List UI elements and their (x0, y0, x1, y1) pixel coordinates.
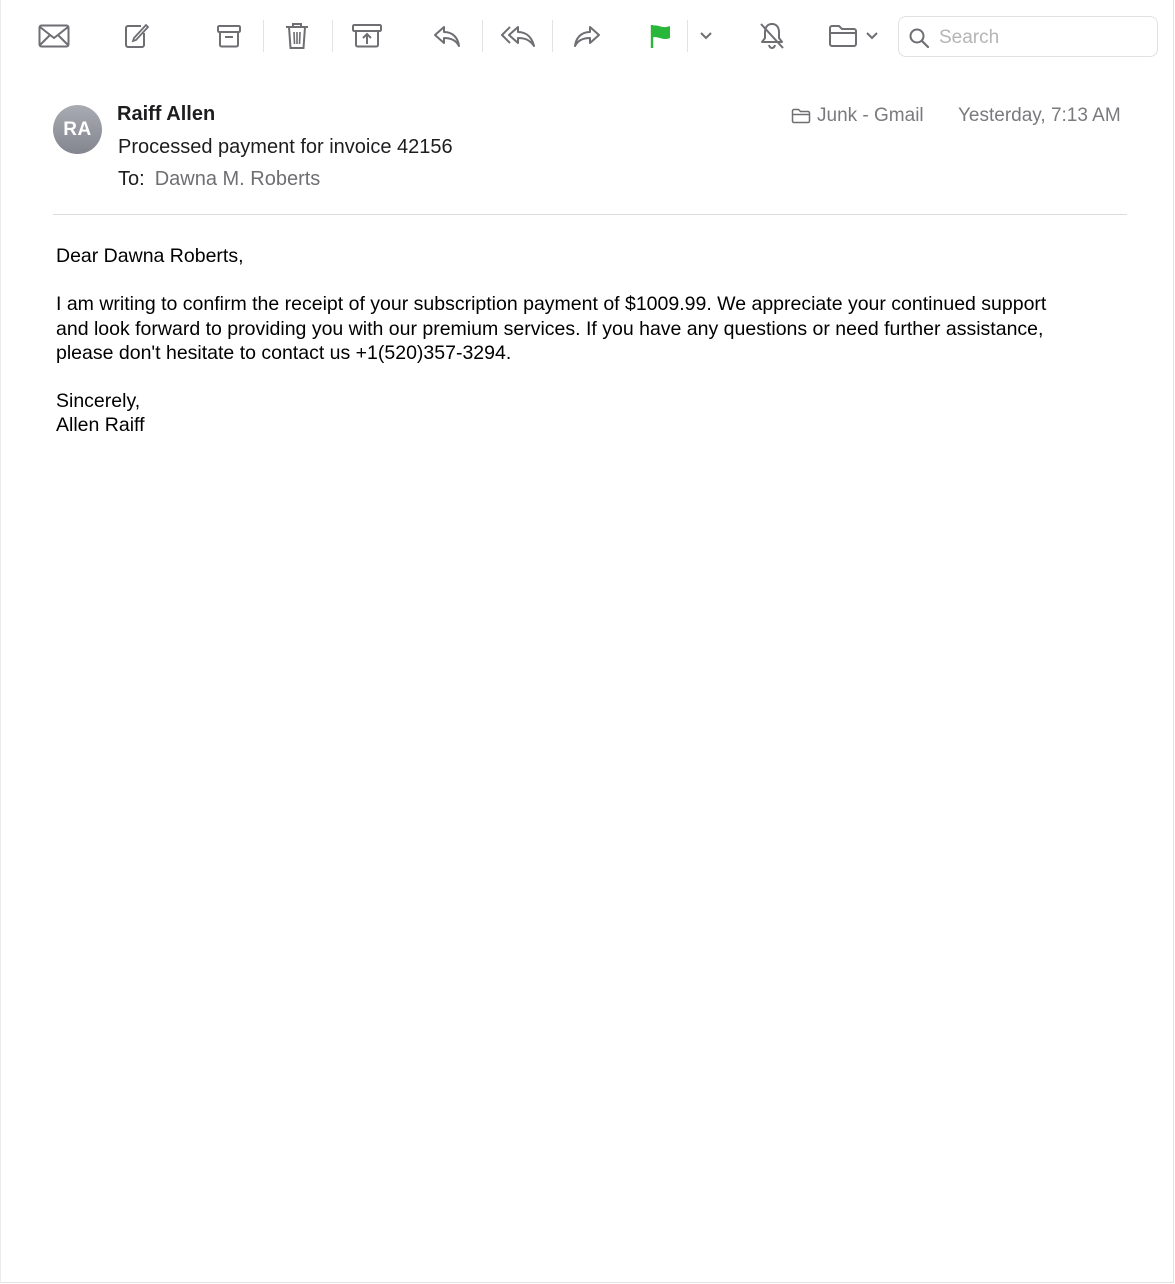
mute-button[interactable] (755, 14, 789, 58)
reply-all-button[interactable] (497, 14, 539, 58)
body-line: and look forward to providing you with our premium services. If you have any questions or need further assistance, (56, 317, 1044, 340)
recipient-name[interactable]: Dawna M. Roberts (154, 168, 321, 190)
archive-button[interactable] (211, 14, 247, 58)
search-input[interactable] (937, 23, 1151, 53)
body-paragraph (56, 292, 1141, 365)
header-divider (53, 214, 1127, 215)
toolbar-separator (332, 20, 333, 52)
chevron-down-icon (699, 31, 713, 41)
toolbar (1, 0, 1175, 74)
delete-button[interactable] (279, 14, 315, 58)
search-icon (908, 27, 930, 54)
flag-button[interactable] (644, 14, 676, 58)
toolbar-separator (552, 20, 553, 52)
body-line: please don't hesitate to contact us +1(520)357-3294. (56, 341, 512, 364)
bell-slash-icon (758, 21, 786, 51)
signature: Allen Raiff (56, 414, 145, 437)
greeting: Dear Dawna Roberts, (56, 245, 244, 267)
toolbar-separator (482, 20, 483, 52)
archive-icon (215, 22, 243, 50)
toolbar-separator (263, 20, 264, 52)
message-date: Yesterday, 7:13 AM (958, 105, 1121, 126)
search-field[interactable] (898, 16, 1158, 57)
recipients-row (118, 168, 320, 191)
folder-icon (827, 23, 859, 49)
message-subject: Processed payment for invoice 42156 (118, 136, 453, 158)
get-mail-button[interactable] (35, 14, 73, 58)
chevron-down-icon (865, 31, 879, 41)
forward-icon (572, 23, 602, 49)
move-to-junk-icon (351, 22, 383, 50)
body-line: I am writing to confirm the receipt of your subscription payment of $1009.99. We appreciate your continued support (56, 293, 1047, 316)
forward-button[interactable] (568, 14, 606, 58)
flag-icon (647, 22, 673, 50)
trash-icon (283, 21, 311, 51)
move-to-junk-button[interactable] (348, 14, 386, 58)
message-body (56, 244, 1141, 462)
reply-icon (432, 23, 462, 49)
envelope-icon (38, 24, 70, 48)
flag-menu-button[interactable] (695, 14, 717, 58)
folder-icon (791, 108, 811, 124)
move-menu-button[interactable] (863, 14, 881, 58)
toolbar-separator (687, 20, 688, 52)
reply-all-icon (499, 23, 537, 49)
sender-name[interactable]: Raiff Allen (117, 103, 216, 125)
avatar: RA (53, 105, 102, 154)
to-label: To: (118, 168, 145, 190)
reply-button[interactable] (428, 14, 466, 58)
mailbox-name: Junk - Gmail (817, 105, 924, 126)
compose-icon (122, 22, 150, 50)
closing: Sincerely, (56, 390, 141, 413)
compose-button[interactable] (117, 14, 155, 58)
signature-block (56, 389, 1141, 438)
mailbox-indicator[interactable] (791, 105, 924, 127)
move-button[interactable] (825, 14, 861, 58)
